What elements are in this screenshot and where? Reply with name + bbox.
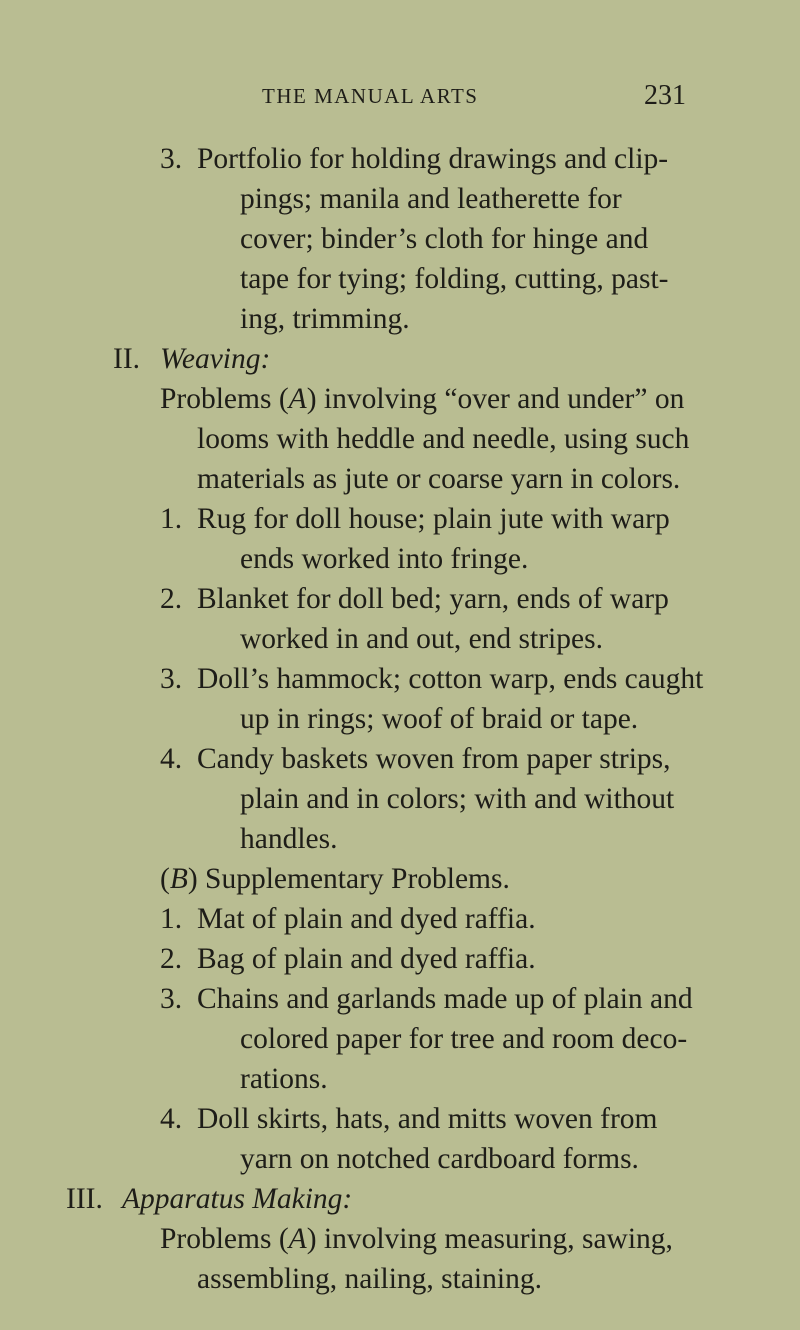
intro-line-3: materials as jute or coarse yarn in colors. bbox=[197, 463, 681, 495]
problems-a-intro: Problems (A) involving “over and under” on bbox=[160, 383, 685, 415]
list-item-continuation: yarn on notched cardboard forms. bbox=[240, 1143, 639, 1175]
list-item: 3. Doll’s hammock; cotton warp, ends caught bbox=[160, 663, 704, 695]
item-3-line-5: ing, trimming. bbox=[240, 303, 410, 335]
item-3-line-1: 3. Portfolio for holding drawings and clip- bbox=[197, 139, 668, 179]
intro-line-2: assembling, nailing, staining. bbox=[197, 1263, 542, 1295]
section-numeral: III. bbox=[66, 1183, 103, 1215]
item-3-line-4: tape for tying; folding, cutting, past- bbox=[240, 263, 669, 295]
item-3-line-2: pings; manila and leatherette for bbox=[240, 183, 622, 215]
list-item-continuation: handles. bbox=[240, 823, 338, 855]
list-item-continuation: worked in and out, end stripes. bbox=[240, 623, 603, 655]
section-heading-weaving bbox=[113, 339, 270, 379]
section-title: Apparatus Making: bbox=[122, 1183, 353, 1215]
page-number: 231 bbox=[644, 80, 686, 111]
problems-a-intro: Problems (A) involving measuring, sawing, bbox=[160, 1223, 673, 1255]
section-numeral: II. bbox=[113, 343, 141, 375]
item-number: 3. bbox=[160, 143, 183, 175]
list-item: 4. Candy baskets woven from paper strips, bbox=[160, 743, 671, 775]
list-item-continuation: ends worked into fringe. bbox=[240, 543, 529, 575]
list-item-continuation: rations. bbox=[240, 1063, 328, 1095]
list-item-continuation: plain and in colors; with and without bbox=[240, 783, 675, 815]
list-item: 3. Chains and garlands made up of plain and bbox=[160, 983, 693, 1015]
list-item: 4. Doll skirts, hats, and mitts woven from bbox=[160, 1103, 658, 1135]
list-item: 1. Rug for doll house; plain jute with warp bbox=[160, 503, 670, 535]
intro-line-2: looms with heddle and needle, using such bbox=[197, 423, 690, 455]
section-heading-apparatus bbox=[66, 1179, 352, 1219]
running-title: THE MANUAL ARTS bbox=[262, 84, 479, 108]
section-title: Weaving: bbox=[160, 343, 271, 375]
list-item: 2. Blanket for doll bed; yarn, ends of warp bbox=[160, 583, 669, 615]
supplementary-heading: (B) Supplementary Problems. bbox=[160, 863, 510, 895]
list-item: 2. Bag of plain and dyed raffia. bbox=[160, 943, 536, 975]
item-3-line-3: cover; binder’s cloth for hinge and bbox=[240, 223, 649, 255]
page-header bbox=[0, 80, 800, 110]
list-item-continuation: up in rings; woof of braid or tape. bbox=[240, 703, 639, 735]
list-item: 1. Mat of plain and dyed raffia. bbox=[160, 903, 536, 935]
list-item-continuation: colored paper for tree and room deco- bbox=[240, 1023, 688, 1055]
